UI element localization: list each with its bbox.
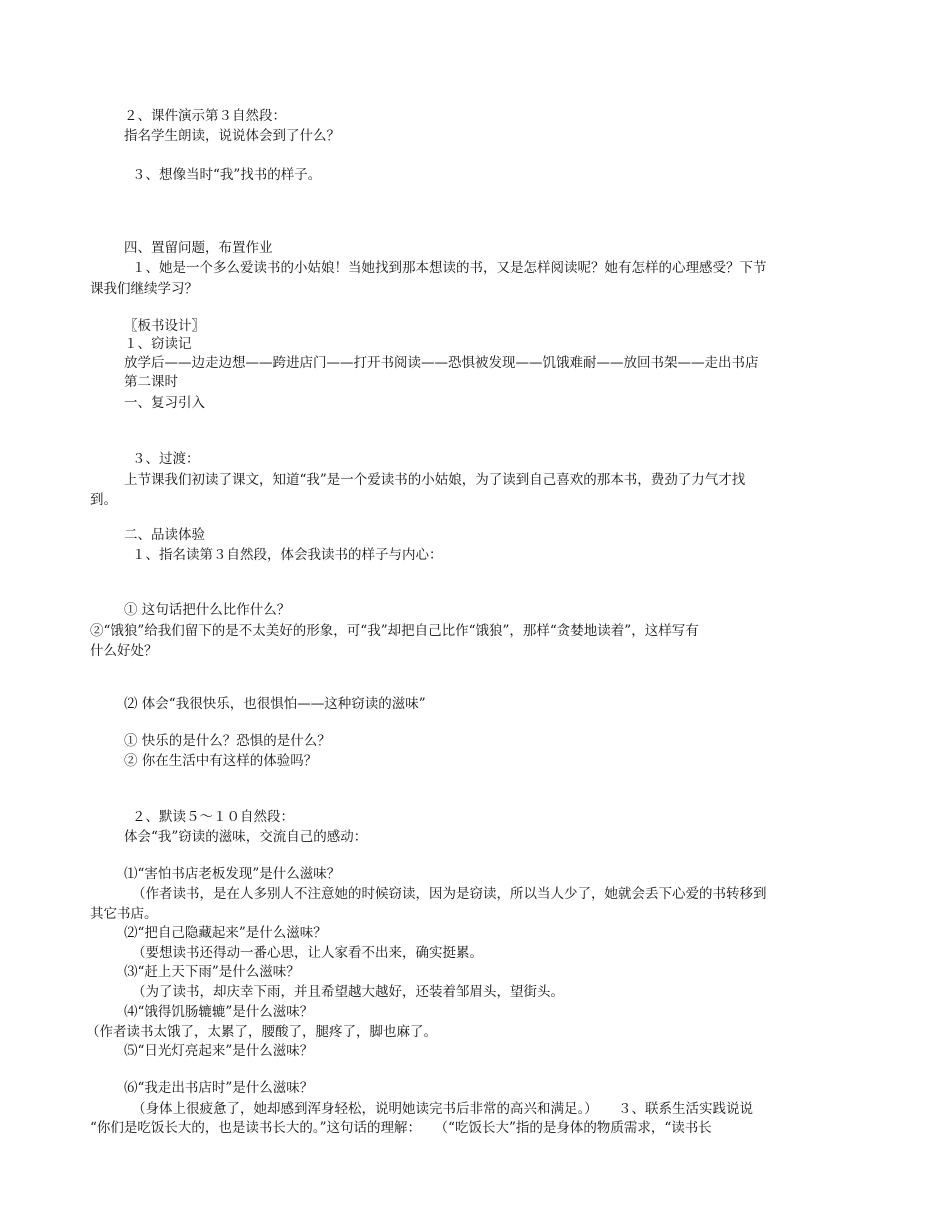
text-line: （要想读书还得动一番心思，让人家看不出来，确实挺累。 bbox=[132, 945, 483, 961]
text-line: 到。 bbox=[90, 492, 117, 508]
text-line: ２、默读５～１０自然段： bbox=[132, 809, 294, 825]
text-line: “你们是吃饭长大的，也是读书长大的。”这句话的理解： （“吃饭长大”指的是身体的物质需求，“读书长 bbox=[90, 1120, 712, 1136]
section-2-heading: 二、品读体验 bbox=[124, 527, 205, 543]
text-line: ① 这句话把什么比作什么？ bbox=[124, 602, 291, 618]
lesson-2-heading: 第二课时 bbox=[124, 374, 178, 390]
text-line: ⑵“把自己隐藏起来”是什么滋味？ bbox=[124, 925, 327, 941]
board-flow-line: 放学后——边走边想——跨进店门——打开书阅读——恐惧被发现——饥饿难耐——放回书架——走出书店 bbox=[124, 355, 759, 371]
text-line: （身体上很疲惫了，她却感到浑身轻松，说明她读完书后非常的高兴和满足。） ３、联系生活实践说说 bbox=[132, 1101, 753, 1117]
step-3-heading: ３、想像当时“我”找书的样子。 bbox=[132, 167, 322, 183]
text-line: 体会“我”窃读的滋味，交流自己的感动： bbox=[124, 829, 368, 845]
text-line: ⑴“害怕书店老板发现”是什么滋味？ bbox=[124, 866, 341, 882]
text-line: ⑵ 体会“我很快乐，也很惧怕——这种窃读的滋味” bbox=[124, 696, 426, 712]
text-line: １、指名读第３自然段，体会我读书的样子与内心： bbox=[132, 547, 443, 563]
text-line: 指名学生朗读，说说体会到了什么？ bbox=[124, 128, 340, 144]
text-line: ① 快乐的是什么？恐惧的是什么？ bbox=[124, 733, 331, 749]
text-line: ⑶“赶上天下雨”是什么滋味？ bbox=[124, 964, 300, 980]
text-line: 其它书店。 bbox=[90, 906, 158, 922]
text-line: （作者读书，是在人多别人不注意她的时候窃读，因为是窃读，所以当人少了，她就会丢下心爱的书转移到 bbox=[132, 886, 767, 902]
section-4-heading: 四、置留问题，布置作业 bbox=[124, 240, 273, 256]
text-line: 上节课我们初读了课文，知道“我”是一个爱读书的小姑娘，为了读到自己喜欢的那本书，费劲了力气才找 bbox=[124, 472, 746, 488]
text-line: ⑸“日光灯亮起来”是什么滋味？ bbox=[124, 1043, 314, 1059]
text-line: １、她是一个多么爱读书的小姑娘！当她找到那本想读的书，又是怎样阅读呢？她有怎样的心理感受？下节 bbox=[132, 260, 767, 276]
text-line: （作者读书太饿了，太累了，腰酸了，腿疼了，脚也麻了。 bbox=[86, 1024, 437, 1040]
text-line: １、窃读记 bbox=[124, 336, 192, 352]
text-line: 什么好处？ bbox=[90, 643, 158, 659]
section-1-heading: 一、复习引入 bbox=[124, 395, 205, 411]
text-line: 课我们继续学习？ bbox=[90, 281, 198, 297]
step-2-heading: ２、课件演示第３自然段： bbox=[124, 108, 286, 124]
text-line: ３、过渡： bbox=[132, 451, 200, 467]
text-line: （为了读书，却庆幸下雨，并且希望越大越好，还装着邹眉头，望街头。 bbox=[132, 984, 564, 1000]
text-line: ⑷“饿得饥肠辘辘”是什么滋味？ bbox=[124, 1004, 314, 1020]
text-line: ②“饿狼”给我们留下的是不太美好的形象，可“我”却把自己比作“饿狼”，那样“贪婪地读着”，这样写有 bbox=[90, 623, 699, 639]
text-line: ② 你在生活中有这样的体验吗？ bbox=[124, 753, 318, 769]
text-line: ⑹“我走出书店时”是什么滋味？ bbox=[124, 1080, 314, 1096]
board-design-heading: 〖板书设计〗 bbox=[124, 318, 205, 334]
